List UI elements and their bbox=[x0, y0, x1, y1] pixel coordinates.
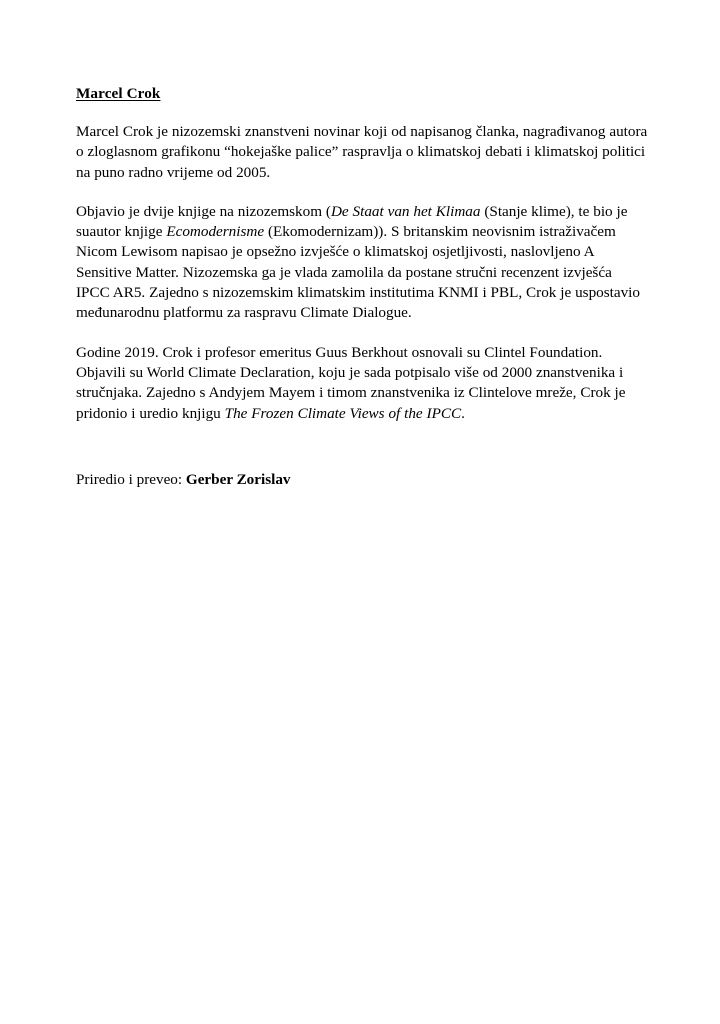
text-run: Marcel Crok je nizozemski znanstveni novinar koji od napisanog članka, nagrađivanog autora o zloglasnom grafikonu “hokejaške palice” raspravlja o klimatskoj debati i klimatskoj politici na puno radno vrijeme od 2005. bbox=[76, 123, 648, 181]
paragraph-2 bbox=[76, 202, 648, 324]
page-title: Marcel Crok bbox=[76, 85, 161, 102]
text-run: (Ekomodernizam)). S britanskim neovisnim istraživačem Nicom Lewisom napisao je opsežno izvješće o klimatskoj osjetljivosti, naslovljeno A Sensitive Matter. Nizozemska ga je vlada zamolila da postane stručni recenzent izvješća IPCC AR5. Zajedno s nizozemskim klimatskim institutima KNMI i PBL, Crok je uspostavio međunarodnu platformu za raspravu Climate Dialogue. bbox=[76, 223, 640, 322]
italic-title-run: The Frozen Climate Views of the IPCC bbox=[224, 404, 462, 422]
document-body bbox=[76, 84, 648, 424]
text-run: (Stanje klime), te bio je suautor knjige bbox=[76, 202, 628, 241]
paragraph-1 bbox=[76, 122, 648, 183]
credit-line bbox=[76, 470, 291, 490]
text-run: Objavio je dvije knjige na nizozemskom ( bbox=[76, 202, 331, 220]
text-run: Godine 2019. Crok i profesor emeritus Guus Berkhout osnovali su Clintel Foundation. Objavili su World Climate Declaration, koju je sada potpisalo više od 2000 znanstvenika i stručnjaka. Zajedno s Andyjem Mayem i timom znanstvenika iz Clintelove mreže, Crok je pridonio i uredio knjigu bbox=[76, 343, 626, 422]
italic-title-run: Ecomodernisme bbox=[166, 223, 265, 241]
text-run: . bbox=[461, 404, 465, 422]
paragraph-3 bbox=[76, 343, 648, 424]
credit-name: Gerber Zorislav bbox=[185, 471, 291, 488]
credit-label: Priredio i preveo: bbox=[76, 471, 186, 488]
italic-title-run: De Staat van het Klimaa bbox=[330, 202, 481, 220]
